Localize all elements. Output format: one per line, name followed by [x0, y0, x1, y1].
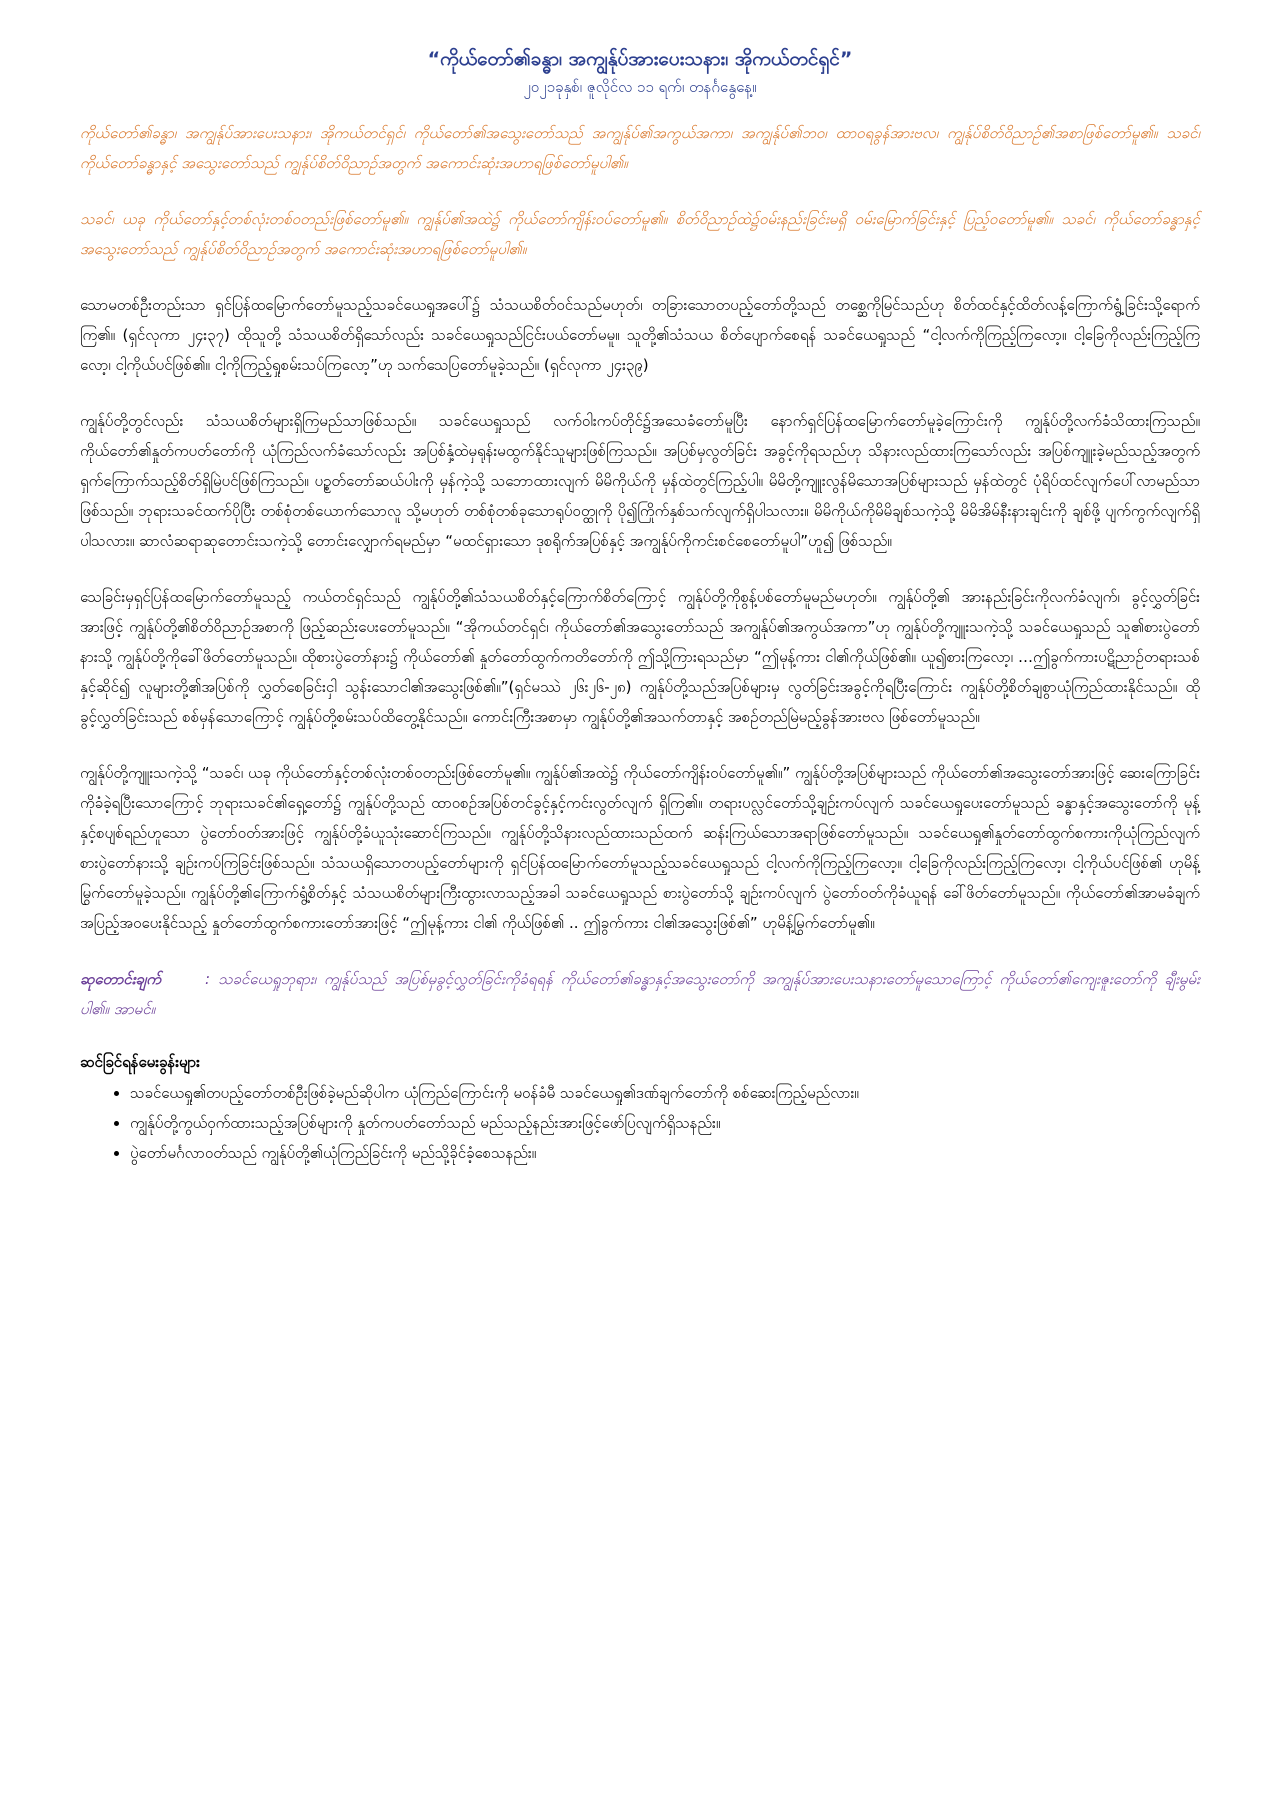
questions-list — [80, 1078, 1200, 1168]
questions-heading: ဆင်ခြင်ရန်မေးခွန်းများ — [80, 1053, 200, 1071]
body-paragraph-3: သေခြင်းမှရှင်ပြန်ထမြောက်တော်မူသည့် ကယ်တင်ရှင်သည် ကျွန်ုပ်တို့၏သံသယစိတ်နှင့်ကြောက်စိတ်ကြောင့် ကျွန်ုပ်တို့ကိုစွန့်ပစ်တော်မူမည်မဟုတ်။ ကျွန်ုပ်တို့၏ အားနည်းခြင်းကိုလက်ခံလျက်၊ ခွင့်လွှတ်ခြင်းအားဖြင့် ကျွန်ုပ်တို့၏စိတ်ဝိညာဉ်အစာကို ဖြည့်ဆည်းပေးတော်မူသည်။ “အိုကယ်တင်ရှင်၊ ကိုယ်တော်၏အသွေးတော်သည် အကျွန်ုပ်၏အကွယ်အကာ”ဟု ကျွန်ုပ်တို့ကျူးသကဲ့သို့ သခင်ယေရှုသည် သူ၏စားပွဲတော်နားသို့ ကျွန်ုပ်တို့ကိုခေါ်ဖိတ်တော်မူသည်။ ထိုစားပွဲတော်နား၌ ကိုယ်တော်၏ နှုတ်တော်ထွက်ကတိတော်ကို ဤသို့ကြားရသည်မှာ “ဤမုန့်ကား ငါ၏ကိုယ်ဖြစ်၏။ ယူ၍စားကြလော့၊ …ဤခွက်ကားပဋိညာဉ်တရားသစ်နှင့်ဆိုင်၍ လူများတို့၏အပြစ်ကို လွှတ်စေခြင်းငှါ သွန်းသောငါ၏အသွေးဖြစ်၏။”(ရှင်မဿဲ ၂၆း၂၆-၂၈) ကျွန်ုပ်တို့သည်အပြစ်များမှ လွတ်ခြင်းအခွင့်ကိုရပြီးကြောင်း ကျွန်ုပ်တို့စိတ်ချစွာယုံကြည်ထားနိုင်သည်။ ထိုခွင့်လွှတ်ခြင်းသည် စစ်မှန်သောကြောင့် ကျွန်ုပ်တို့စမ်းသပ်ထိတွေ့နိုင်သည်။ ကောင်းကြီးအစာမှာ ကျွန်ုပ်တို့၏အသက်တာနှင့် အစဉ်တည်မြဲမည့်ခွန်အားဗလ ဖြစ်တော်မူသည်။ — [80, 588, 1200, 726]
list-item: • ကျွန်ုပ်တို့ကွယ်ဝှက်ထားသည့်အပြစ်များကို နှုတ်ကပတ်တော်သည် မည်သည့်နည်းအားဖြင့်ဖော်ပြလျက်ရှိသနည်း။ — [130, 1108, 1200, 1138]
body-paragraph-2: ကျွန်ုပ်တို့တွင်လည်း သံသယစိတ်များရှိကြမည်သာဖြစ်သည်။ သခင်ယေရှုသည် လက်ဝါးကပ်တိုင်၌အသေခံတော်မူပြီး နောက်ရှင်ပြန်ထမြောက်တော်မူခဲ့ကြောင်းကို ကျွန်ုပ်တို့လက်ခံသိထားကြသည်။ ကိုယ်တော်၏နှုတ်ကပတ်တော်ကို ယုံကြည်လက်ခံသော်လည်း အပြစ်နှံ့ထဲမှရုန်းမထွက်နိုင်သူများဖြစ်ကြသည်။ အပြစ်မှလွတ်ခြင်း အခွင့်ကိုရသည်ဟု သိနားလည်ထားကြသော်လည်း အပြစ်ကျူးခဲ့မည်သည့်အတွက် ရှက်ကြောက်သည့်စိတ်ရှိမြဲပင်ဖြစ်ကြသည်။ ပဉ္စတ်တော်ဆယ်ပါးကို မှန်ကဲ့သို့ သဘောထားလျက် မိမိကိုယ်ကို မှန်ထဲတွင်ကြည့်ပါ။ မိမိတို့ကျူးလွန်မိသောအပြစ်များသည် မှန်ထဲတွင် ပုံရိပ်ထင်လျက်ပေါ်လာမည်သာဖြစ်သည်။ ဘုရားသခင်ထက်ပိုပြီး တစ်စုံတစ်ယောက်သောလူ သို့မဟုတ် တစ်စုံတစ်ခုသောရုပ်ဝတ္ထုကို ပို၍ကြိုက်နှစ်သက်လျက်ရှိပါသလား။ မိမိကိုယ်ကိုမိမိချစ်သကဲ့သို့ မိမိအိမ်နီးနားချင်းကို ချစ်ဖို့ ပျက်ကွက်လျက်ရှိပါသလား။ ဆာလံဆရာဆုတောင်းသကဲ့သို့ တောင်းလျှောက်ရမည်မှာ “မထင်ရှားသော ဒုစရိုက်အပြစ်နှင့် အကျွန်ုပ်ကိုကင်းစင်စေတော်မူပါ”ဟူ၍ ဖြစ်သည်။ — [80, 412, 1200, 550]
body-paragraph-4: ကျွန်ုပ်တို့ကျူးသကဲ့သို့ “သခင်၊ ယခု ကိုယ်တော်နှင့်တစ်လုံးတစ်ဝတည်းဖြစ်တော်မူ၏။ ကျွန်ုပ်၏အထဲ၌ ကိုယ်တော်ကျိန်းဝပ်တော်မူ၏။” ကျွန်ုပ်တို့အပြစ်များသည် ကိုယ်တော်၏အသွေးတော်အားဖြင့် ဆေးကြောခြင်းကိုခံခဲ့ရပြီးသောကြောင့် ဘုရားသခင်၏ရှေ့တော်၌ ကျွန်ုပ်တို့သည် ထာဝစဉ်အပြစ်တင်ခွင့်နှင့်ကင်းလွတ်လျက် ရှိကြ၏။ တရားပလ္လင်တော်သို့ချဉ်းကပ်လျက် သခင်ယေရှုပေးတော်မူသည် ခန္ဓာနှင့်အသွေးတော်ကို မုန့်နှင့်စပျစ်ရည်ဟူသော ပွဲတော်ဝတ်အားဖြင့် ကျွန်ုပ်တို့ခံယူသုံးဆောင်ကြသည်။ ကျွန်ုပ်တို့သိနားလည်ထားသည်ထက် ဆန်းကြယ်သောအရာဖြစ်တော်မူသည်။ သခင်ယေရှု၏နှုတ်တော်ထွက်စကားကိုယုံကြည်လျက် စားပွဲတော်နားသို့ ချဉ်းကပ်ကြခြင်းဖြစ်သည်။ သံသယရှိသောတပည့်တော်များကို ရှင်ပြန်ထမြောက်တော်မူသည့်သခင်ယေရှုသည် ငါ့လက်ကိုကြည့်ကြလော့။ ငါ့ခြေကိုလည်းကြည့်ကြလော့၊ ငါ့ကိုယ်ပင်ဖြစ်၏ ဟုမိန့်မြွက်တော်မူခဲ့သည်။ ကျွန်ုပ်တို့၏ကြောက်ရွံ့စိတ်နှင့် သံသယစိတ်များကြီးထွားလာသည့်အခါ သခင်ယေရှုသည် စားပွဲတော်သို့ ချဉ်းကပ်လျက် ပွဲတော်ဝတ်ကိုခံယူရန် ခေါ်ဖိတ်တော်မူသည်။ ကိုယ်တော်၏အာမခံချက်အပြည့်အဝပေးနိုင်သည့် နှုတ်တော်ထွက်စကားတော်အားဖြင့် “ဤမုန့်ကား ငါ၏ ကိုယ်ဖြစ်၏ .. ဤခွက်ကား ငါ၏အသွေးဖြစ်၏” ဟုမိန့်မြွက်တော်မူ၏။ — [80, 764, 1200, 932]
hymn-verse-2: သခင်၊ ယခု ကိုယ်တော်နှင့်တစ်လုံးတစ်ဝတည်းဖြစ်တော်မူ၏။ ကျွန်ုပ်၏အထဲ၌ ကိုယ်တော်ကျိန်းဝပ်တော်မူ၏။ စိတ်ဝိညာဉ်ထဲ၌ဝမ်းနည်းခြင်းမရှိ ဝမ်းမြောက်ခြင်းနှင့် ပြည့်ဝတော်မူ၏။ သခင်၊ ကိုယ်တော်ခန္ဓာနှင့် အသွေးတော်သည် ကျွန်ုပ်စိတ်ဝိညာဉ်အတွက် အကောင်းဆုံးအဟာရဖြစ်တော်မူပါ၏။ — [80, 210, 1200, 258]
body-paragraph-1: သောမတစ်ဦးတည်းသာ ရှင်ပြန်ထမြောက်တော်မူသည့်သခင်ယေရှုအပေါ်၌ သံသယစိတ်ဝင်သည်မဟုတ်၊ တခြားသောတပည့်တော်တို့သည် တစ္ဆေကိုမြင်သည်ဟု စိတ်ထင်နှင့်ထိတ်လန့်ကြောက်ရွံ့ခြင်းသို့ရောက်ကြ၏။ (ရှင်လုကာ ၂၄း၃၇) ထိုသူတို့ သံသယစိတ်ရှိသော်လည်း သခင်ယေရှုသည်ငြင်းပယ်တော်မမူ။ သူတို့၏သံသယ စိတ်ပျောက်စေရန် သခင်ယေရှုသည် “ငါ့လက်ကိုကြည့်ကြလော့။ ငါ့ခြေကိုလည်းကြည့်ကြလော့၊ ငါ့ကိုယ်ပင်ဖြစ်၏။ ငါ့ကိုကြည့်ရှုစမ်းသပ်ကြလော့”ဟု သက်သေပြတော်မူခဲ့သည်။ (ရှင်လုကာ ၂၄း၃၉) — [80, 296, 1200, 374]
list-item: • ပွဲတော်မင်္ဂလာဝတ်သည် ကျွန်ုပ်တို့၏ယုံကြည်ခြင်းကို မည်သို့ခိုင်ခံ့စေသနည်း။ — [130, 1138, 1200, 1168]
page-title: “ကိုယ်တော်၏ခန္ဓာ၊ အကျွန်ုပ်အားပေးသနား၊ အိုကယ်တင်ရှင်” — [427, 48, 853, 70]
prayer-section — [80, 964, 1200, 1024]
list-item: • သခင်ယေရှု၏တပည့်တော်တစ်ဦးဖြစ်ခဲ့မည်ဆိုပါက ယုံကြည်ကြောင်းကို မဝန်ခံမီ သခင်ယေရှု၏ဒဏ်ချက်တော်ကို စစ်ဆေးကြည့်မည်လား။ — [130, 1078, 1200, 1108]
prayer-label: ဆုတောင်းချက် — [80, 970, 162, 988]
prayer-text: : သခင်ယေရှုဘုရား၊ ကျွန်ုပ်သည် အပြစ်မှခွင့်လွှတ်ခြင်းကိုခံရရန် ကိုယ်တော်၏ခန္ဓာနှင့်အသွေးတော်ကို အကျွန်ုပ်အားပေးသနားတော်မူသောကြောင့် ကိုယ်တော်၏ကျေးဇူးတော်ကို ချီးမွမ်းပါ၏။ အာမင်။ — [80, 970, 1200, 1018]
page-date: ၂၀၂၁ခုနှစ်၊ ဇူလိုင်လ ၁၁ ရက်၊ တနင်္ဂနွေနေ့။ — [523, 78, 757, 96]
hymn-verse-1: ကိုယ်တော်၏ခန္ဓာ၊ အကျွန်ုပ်အားပေးသနား၊ အိုကယ်တင်ရှင်၊ ကိုယ်တော်၏အသွေးတော်သည် အကျွန်ုပ်၏အကွယ်အကာ၊ အကျွန်ုပ်၏ဘဝ၊ ထာဝရခွန်အားဗလ၊ ကျွန်ုပ်စိတ်ဝိညာဉ်၏အစာဖြစ်တော်မူ၏။ သခင်၊ ကိုယ်တော်ခန္ဓာနှင့် အသွေးတော်သည် ကျွန်ုပ်စိတ်ဝိညာဉ်အတွက် အကောင်းဆုံးအဟာရဖြစ်တော်မူပါ၏။ — [80, 124, 1200, 172]
